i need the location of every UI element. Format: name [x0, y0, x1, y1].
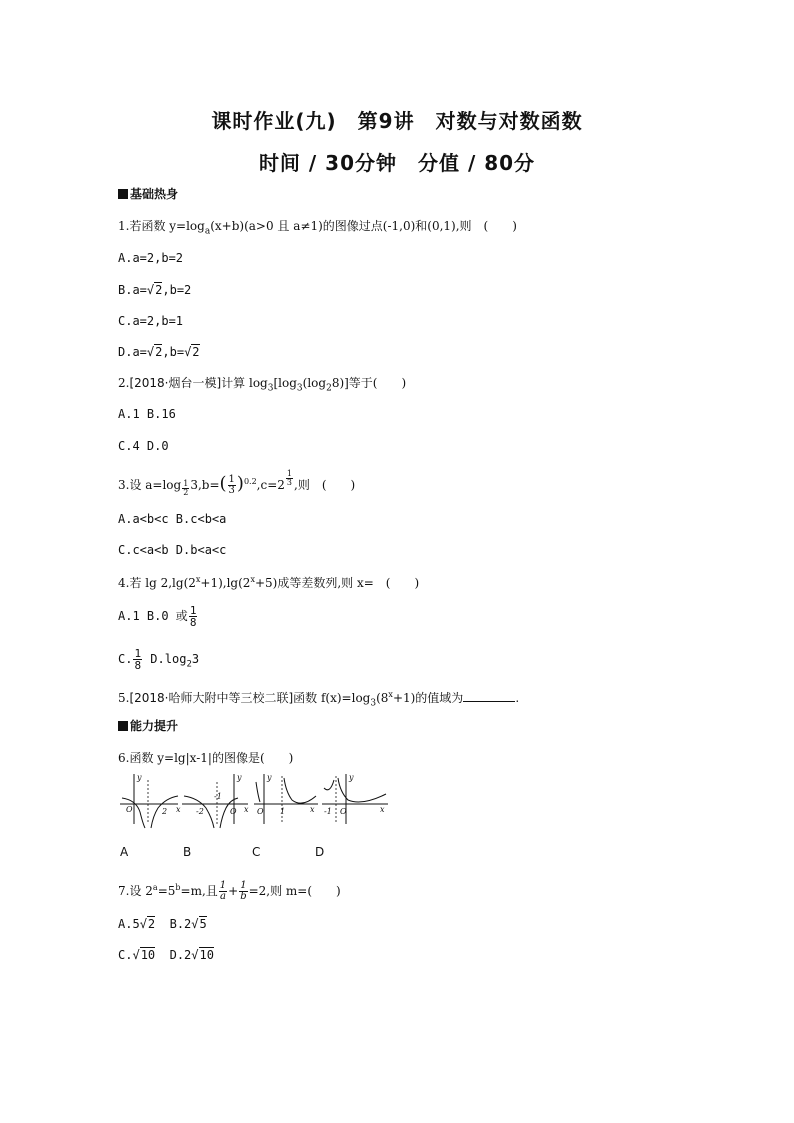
- q3-exponent: 0.2: [243, 477, 257, 486]
- q3-options-cd: C.c<a<b D.b<a<c: [118, 543, 227, 557]
- q1-text-b: (x+b)(a>0 且 a≠1)的图像过点(-1,0)和(0,1),则 ( ): [210, 219, 517, 233]
- graph-d: [322, 773, 388, 824]
- question-7-stem: [118, 876, 341, 903]
- q5-text-a: 函数 f(x)=log: [293, 691, 371, 705]
- q3-log-base-fraction: [182, 480, 189, 497]
- q2-text-c: (log: [302, 376, 327, 390]
- square-bullet-icon: [118, 189, 128, 199]
- q2-text-a: 计算 log: [221, 376, 268, 390]
- q2-text-b: [log: [273, 376, 297, 390]
- section-label: 基础热身: [130, 187, 179, 201]
- page-subtitle: 时间 / 30分钟 分值 / 80分: [258, 151, 536, 175]
- graph-option-b-label[interactable]: B: [183, 845, 192, 859]
- graph-b-neg-one-label: -1: [214, 792, 222, 801]
- q1-option-a: A.a=2,b=2: [118, 251, 184, 265]
- graph-c: [254, 773, 318, 824]
- q7-text-a: 7.设 2: [118, 884, 153, 898]
- q7-text-b: =5: [157, 884, 176, 898]
- graph-c-one-label: 1: [280, 807, 286, 816]
- q6-graph-options: [118, 772, 393, 832]
- q7-sup-2: b: [175, 883, 181, 892]
- q1-b-radicand: 2: [155, 283, 163, 297]
- q7-options-ab: A.5√2 B.2√5: [118, 917, 207, 931]
- q7-f1-num: 1: [219, 880, 227, 891]
- q5-number: 5.: [118, 691, 130, 705]
- graph-a-y-label: y: [137, 773, 142, 782]
- q4-ab-frac-den: 8: [189, 616, 197, 629]
- q5-end: .: [515, 691, 520, 705]
- graph-c-y-label: y: [267, 773, 272, 782]
- q7-c-prefix: C.: [118, 948, 133, 962]
- left-paren-icon: (: [219, 473, 227, 494]
- q2-sub-1: 3: [267, 383, 274, 394]
- q7-options-cd: C.√10 D.2√10: [118, 948, 214, 962]
- q7-text-c: =m,且: [180, 884, 218, 898]
- graph-d-neg-one-label: -1: [324, 807, 332, 816]
- q2-number: 2.: [118, 376, 130, 390]
- q5-sup: x: [388, 690, 393, 699]
- q3-frac3-den: 3: [286, 478, 292, 487]
- q2-options-cd: C.4 D.0: [118, 439, 169, 453]
- question-6-stem: 6.函数 y=lg|x-1|的图像是( ): [118, 751, 294, 765]
- q1-d-mid: ,b=: [162, 345, 185, 359]
- q7-f1-den: a: [219, 891, 226, 902]
- graph-c-origin-label: O: [257, 807, 264, 816]
- q4-sup-1: x: [195, 575, 201, 584]
- answer-blank[interactable]: [463, 691, 515, 702]
- q5-sub: 3: [370, 698, 377, 709]
- question-4-stem: [118, 572, 419, 591]
- q3-frac2: [228, 475, 236, 496]
- q7-c-radicand: 10: [140, 948, 156, 962]
- q3-frac1-den: 2: [183, 488, 189, 497]
- q7-plus: +: [228, 884, 239, 898]
- q1-b-suffix: ,b=2: [162, 283, 192, 297]
- question-2-stem: [118, 375, 406, 396]
- q7-sup-1: a: [152, 883, 158, 892]
- q5-text-c: +1)的值域为: [392, 691, 464, 705]
- graph-option-a-label[interactable]: A: [120, 845, 129, 859]
- graph-b-origin-label: O: [230, 807, 237, 816]
- right-paren-icon: ): [236, 473, 244, 494]
- q3-frac3-num: 1: [286, 469, 292, 478]
- q3-text-c: ,c=2: [256, 478, 285, 492]
- question-1-stem: [118, 218, 517, 239]
- graph-b: [182, 773, 249, 828]
- q2-sub-2: 3: [296, 383, 303, 394]
- graph-d-y-label: y: [349, 773, 354, 782]
- page-title: 课时作业(九) 第9讲 对数与对数函数: [211, 109, 583, 133]
- q1-option-d: D.a=√2,b=√2: [118, 345, 200, 359]
- q3-text-d: ,则 ( ): [294, 478, 356, 492]
- q3-options-ab: A.a<b<c B.c<b<a: [118, 512, 227, 526]
- graph-a-origin-label: O: [126, 805, 133, 814]
- graph-c-x-label: x: [310, 805, 315, 814]
- q7-d-radicand: 10: [199, 948, 214, 962]
- q7-a-radicand: 2: [147, 917, 156, 931]
- q7-text-d: =2,则 m=( ): [248, 884, 341, 898]
- graph-a: [120, 773, 181, 828]
- q3-frac3: [286, 470, 293, 487]
- graph-option-d-label[interactable]: D: [315, 845, 325, 859]
- q4-text-b: +1),lg(2: [200, 576, 251, 590]
- q3-frac1-num: 1: [183, 479, 189, 488]
- q1-d-prefix: D.a=: [118, 345, 147, 359]
- graph-b-neg-two-label: -2: [196, 807, 204, 816]
- graph-a-two-label: 2: [162, 807, 168, 816]
- q2-source: [2018·烟台一模]: [129, 376, 222, 390]
- q4-text-a: 4.若 lg 2,lg(2: [118, 576, 196, 590]
- square-bullet-icon: [118, 721, 128, 731]
- q3-text-b: 3,b=: [190, 478, 220, 492]
- q2-text-d: 8)]等于( ): [331, 376, 407, 390]
- q1-d-radicand-2: 2: [192, 345, 200, 359]
- q7-f2-den: b: [240, 891, 247, 902]
- q7-d-prefix: D.2: [169, 948, 192, 962]
- q4-ab-prefix: A.1 B.0 或: [118, 609, 188, 623]
- q4-text-c: +5)成等差数列,则 x= ( ): [254, 576, 420, 590]
- q4-c-frac-num: 1: [134, 647, 142, 660]
- graph-d-origin-label: O: [340, 807, 347, 816]
- q4-d-end: 3: [191, 652, 200, 666]
- q4-c-prefix: C.: [118, 652, 133, 666]
- question-3-stem: [118, 470, 355, 497]
- q1-sub: a: [204, 226, 211, 237]
- q4-options-ab: [118, 604, 198, 628]
- section-label: 能力提升: [130, 719, 179, 733]
- q1-option-b: B.a=√2,b=2: [118, 283, 192, 297]
- q1-option-c: C.a=2,b=1: [118, 314, 184, 328]
- graph-b-x-label: x: [244, 805, 249, 814]
- section-heading-basic: [118, 186, 178, 202]
- graph-option-c-label[interactable]: C: [252, 845, 261, 859]
- q1-text-a: 1.若函数 y=log: [118, 219, 205, 233]
- graph-a-x-label: x: [176, 805, 181, 814]
- q4-sup-2: x: [250, 575, 255, 584]
- q3-text-a: 3.设 a=log: [118, 478, 182, 492]
- q5-source: [2018·哈师大附中等三校二联]: [129, 691, 294, 705]
- q4-d-text: D.log: [143, 652, 187, 666]
- q2-sub-3: 2: [326, 383, 332, 394]
- q7-a-prefix: A.5: [118, 917, 140, 931]
- q7-b-radicand: 5: [199, 917, 207, 931]
- q5-text-b: (8: [376, 691, 389, 705]
- q3-frac2-den: 3: [228, 485, 235, 496]
- q7-frac-1: [219, 881, 227, 902]
- q7-frac-2: [239, 881, 247, 902]
- section-heading-advanced: [118, 718, 178, 734]
- q1-d-radicand-1: 2: [155, 345, 163, 359]
- q4-c-fraction: [133, 648, 142, 671]
- question-5-stem: [118, 687, 519, 711]
- graph-d-x-label: x: [380, 805, 385, 814]
- q7-f2-num: 1: [240, 880, 247, 891]
- q2-options-ab: A.1 B.16: [118, 407, 176, 421]
- graph-b-y-label: y: [237, 773, 242, 782]
- q7-b-prefix: B.2: [169, 917, 192, 931]
- q4-ab-fraction: [189, 605, 198, 628]
- q4-ab-frac-num: 1: [189, 604, 197, 617]
- q4-options-cd: [118, 647, 199, 676]
- q4-d-sub: 2: [186, 659, 192, 670]
- q1-b-prefix: B.a=: [118, 283, 147, 297]
- q4-c-frac-den: 8: [134, 659, 142, 672]
- q3-frac2-num: 1: [228, 474, 235, 485]
